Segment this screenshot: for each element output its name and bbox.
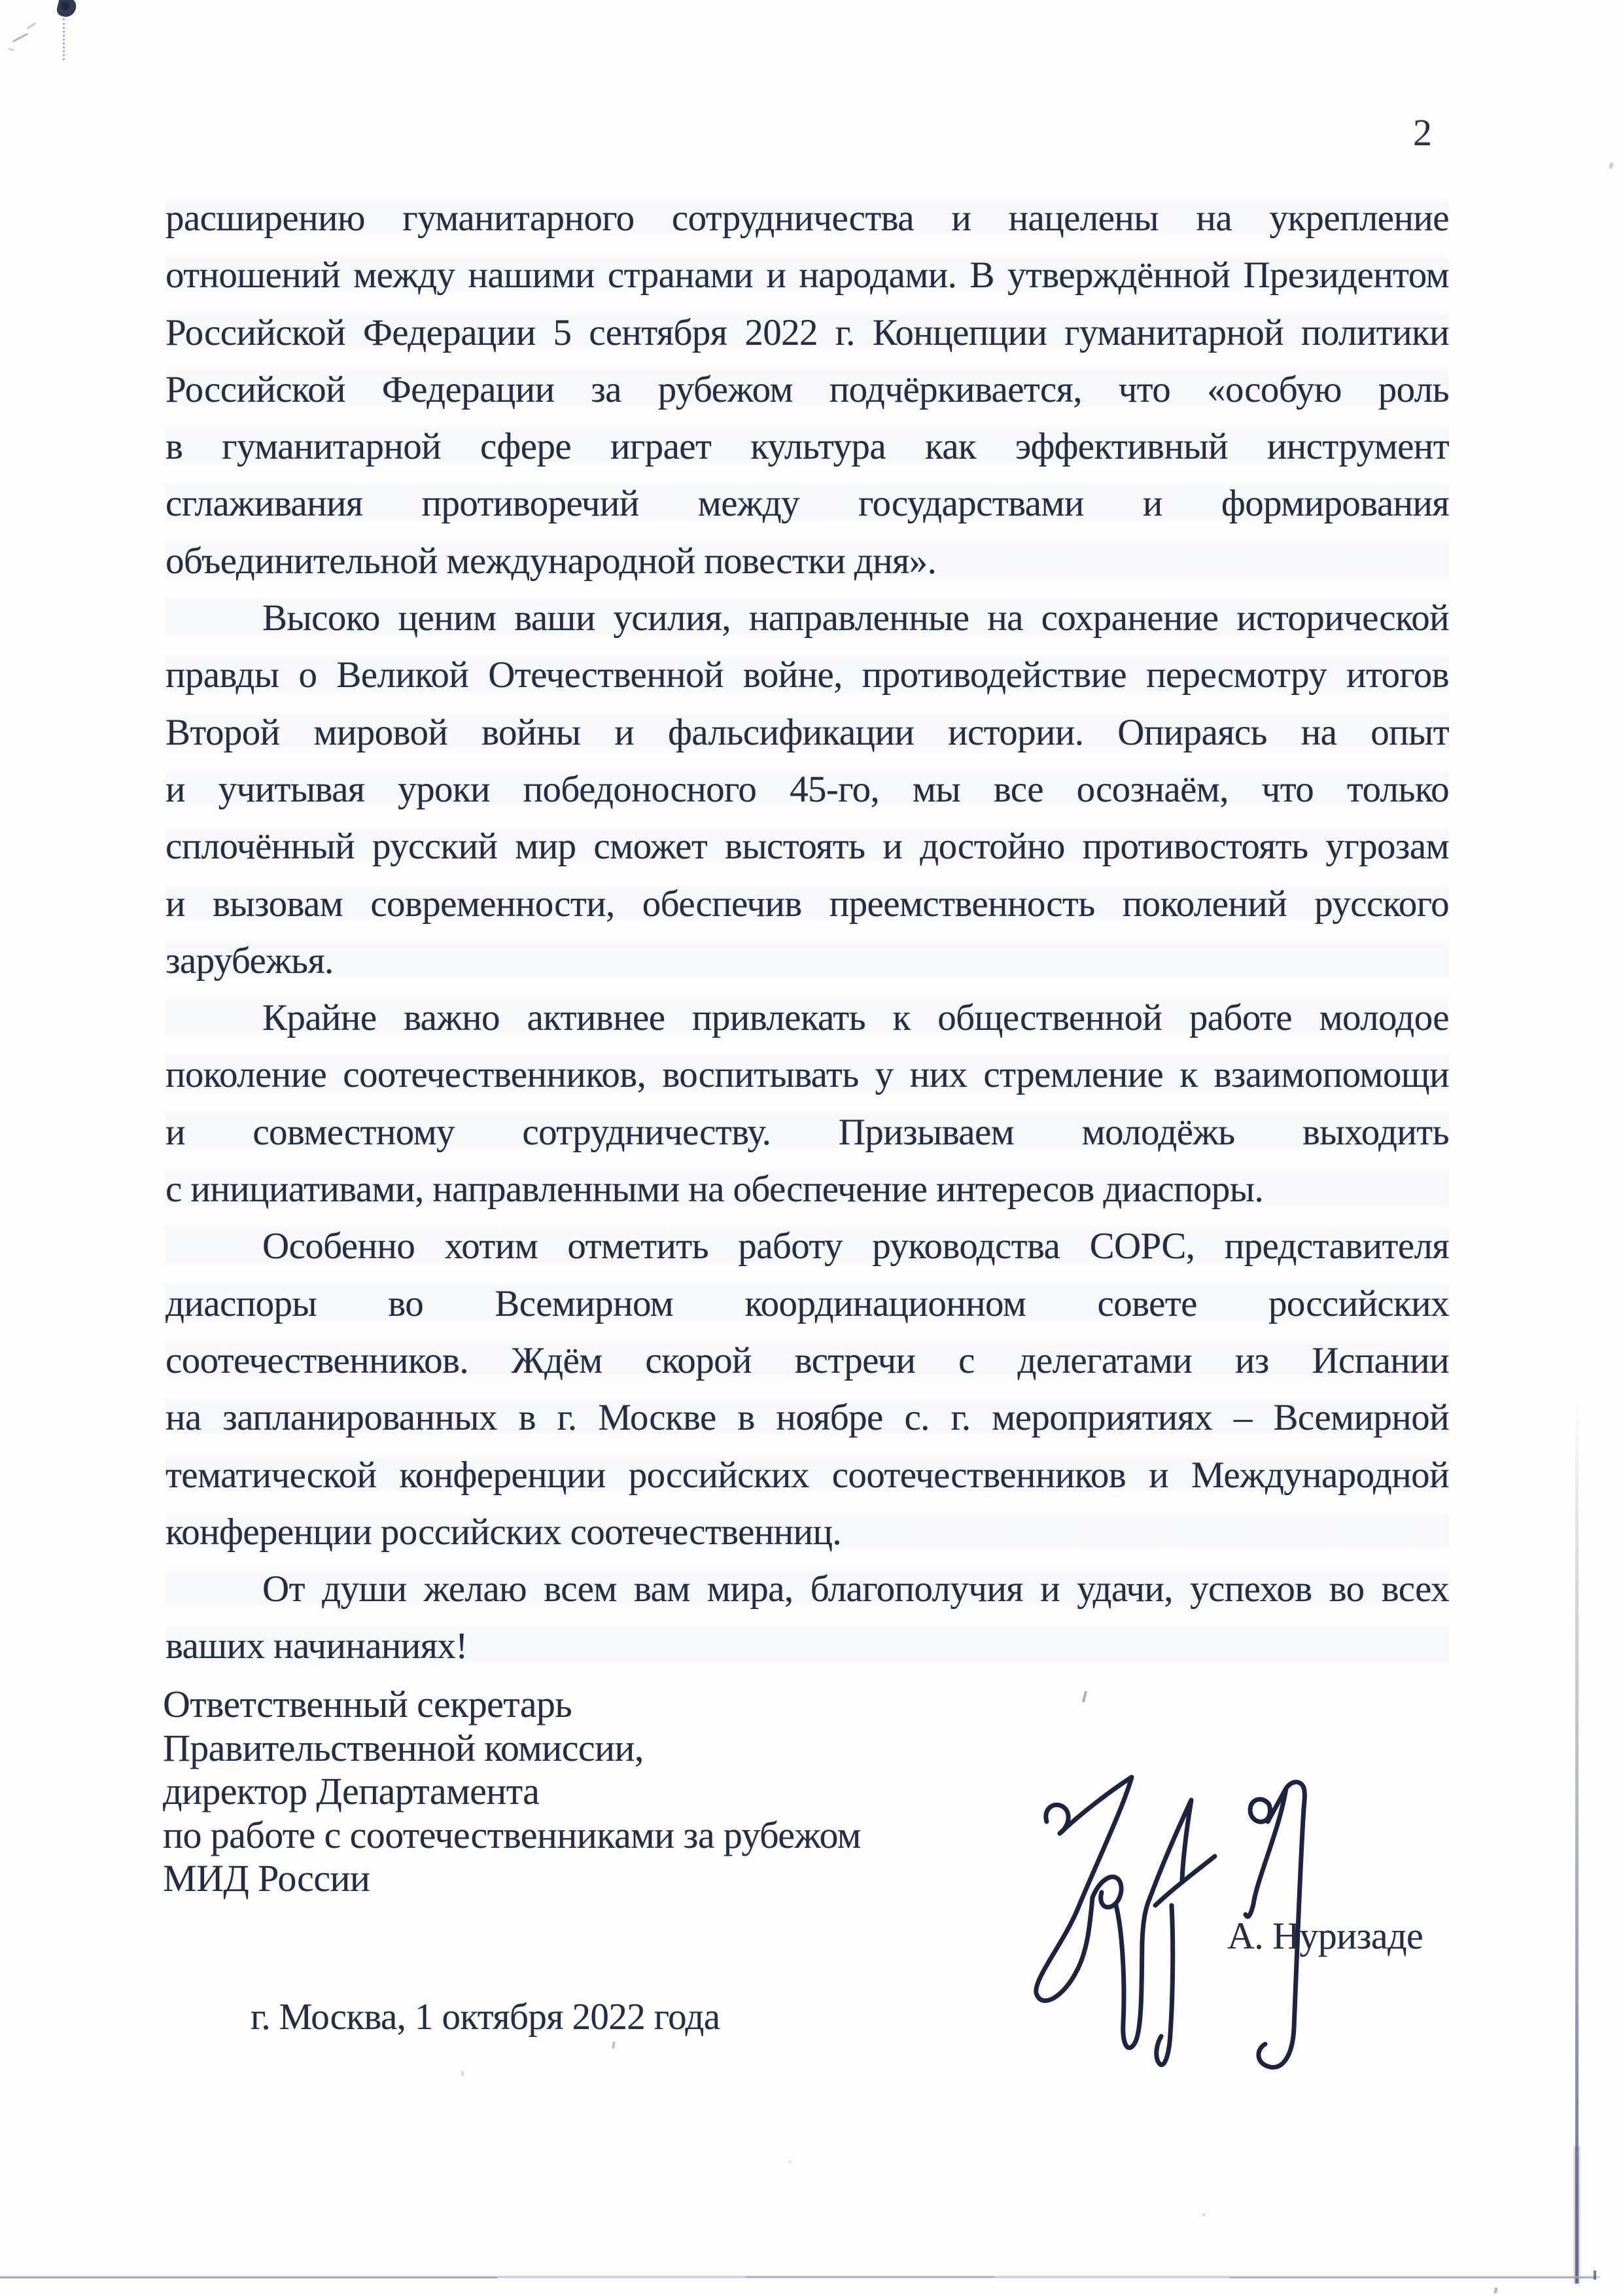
signature-block-line: Ответственный секретарь <box>163 1683 572 1725</box>
dust-speck-icon <box>788 2161 792 2163</box>
text-line: тематической конференции российских соотечественников и Международной <box>166 1447 1449 1504</box>
text-line: на запланированных в г. Москве в ноябре с. г. мероприятиях – Всемирной <box>166 1389 1449 1446</box>
scanner-edge-line-icon <box>1594 2270 1596 2280</box>
scanner-edge-line-icon <box>746 2276 994 2278</box>
text-line: Российской Федерации за рубежом подчёркивается, что «особую роль <box>166 361 1449 418</box>
text-line: и учитывая уроки победоносного 45-го, мы все осознаём, что только <box>166 761 1449 818</box>
text-line: зарубежья. <box>166 932 1449 989</box>
text-line: Второй мировой войны и фальсификации истории. Опираясь на опыт <box>166 704 1449 761</box>
scanner-edge-line-icon <box>0 2277 497 2278</box>
page-number: 2 <box>1413 111 1432 154</box>
text-line: соотечественников. Ждём скорой встречи с делегатами из Испании <box>166 1332 1449 1389</box>
scanner-edge-line-icon <box>1230 2277 1596 2278</box>
text-line: и вызовам современности, обеспечив преемственность поколений русского <box>166 875 1449 932</box>
text-line: объединительной международной повестки дня». <box>166 533 1449 590</box>
dust-speck-icon <box>1202 2214 1206 2216</box>
pencil-mark-icon <box>12 33 28 43</box>
text-line: ваших начинаниях! <box>166 1617 1449 1674</box>
text-line: поколение соотечественников, воспитывать у них стремление к взаимопомощи <box>166 1046 1449 1103</box>
dust-speck-icon <box>461 2071 464 2077</box>
text-line: От души желаю всем вам мира, благополучия и удачи, успехов во всех <box>166 1561 1449 1617</box>
text-line: и совместному сотрудничеству. Призываем молодёжь выходить <box>166 1104 1449 1161</box>
dateline: г. Москва, 1 октября 2022 года <box>251 1996 720 2038</box>
signature-block <box>163 1683 1013 1901</box>
dotted-smudge-icon <box>63 18 65 60</box>
signature-block-line: МИД России <box>163 1857 370 1899</box>
text-line: диаспоры во Всемирном координационном совете российских <box>166 1275 1449 1332</box>
text-line: с инициативами, направленными на обеспечение интересов диаспоры. <box>166 1161 1449 1218</box>
text-line: в гуманитарной сфере играет культура как эффективный инструмент <box>166 418 1449 475</box>
document-body <box>166 190 1449 1675</box>
scanner-streak-icon <box>1574 2146 1580 2284</box>
text-line: сглаживания противоречий между государствами и формирования <box>166 475 1449 532</box>
text-line: Крайне важно активнее привлекать к общественной работе молодое <box>166 989 1449 1046</box>
signature-block-line: Правительственной комиссии, <box>163 1726 644 1769</box>
dust-speck-icon <box>1608 162 1614 169</box>
text-line: Российской Федерации 5 сентября 2022 г. Концепции гуманитарной политики <box>166 304 1449 361</box>
text-line: конференции российских соотечественниц. <box>166 1504 1449 1561</box>
signature-block-line: по работе с соотечественниками за рубежом <box>163 1813 861 1856</box>
text-line: Особенно хотим отметить работу руководства СОРС, представителя <box>166 1218 1449 1275</box>
pencil-mark-icon <box>26 22 36 29</box>
text-line: Высоко ценим ваши усилия, направленные на сохранение исторической <box>166 590 1449 646</box>
dust-speck-icon <box>612 2041 615 2049</box>
signature-block-line: директор Департамента <box>163 1770 540 1812</box>
text-line: отношений между нашими странами и народами. В утверждённой Президентом <box>166 247 1449 304</box>
pen-tick-icon <box>1082 1691 1087 1703</box>
text-line: расширению гуманитарного сотрудничества и нацелены на укрепление <box>166 190 1449 247</box>
pencil-mark-icon <box>8 48 14 51</box>
text-line: сплочённый русский мир сможет выстоять и достойно противостоять угрозам <box>166 818 1449 875</box>
ink-blot-icon <box>61 1 69 10</box>
text-line: правды о Великой Отечественной войне, противодействие пересмотру итогов <box>166 646 1449 703</box>
signer-name: А. Нуризаде <box>1227 1915 1423 1957</box>
dust-speck-icon <box>1493 2287 1498 2294</box>
